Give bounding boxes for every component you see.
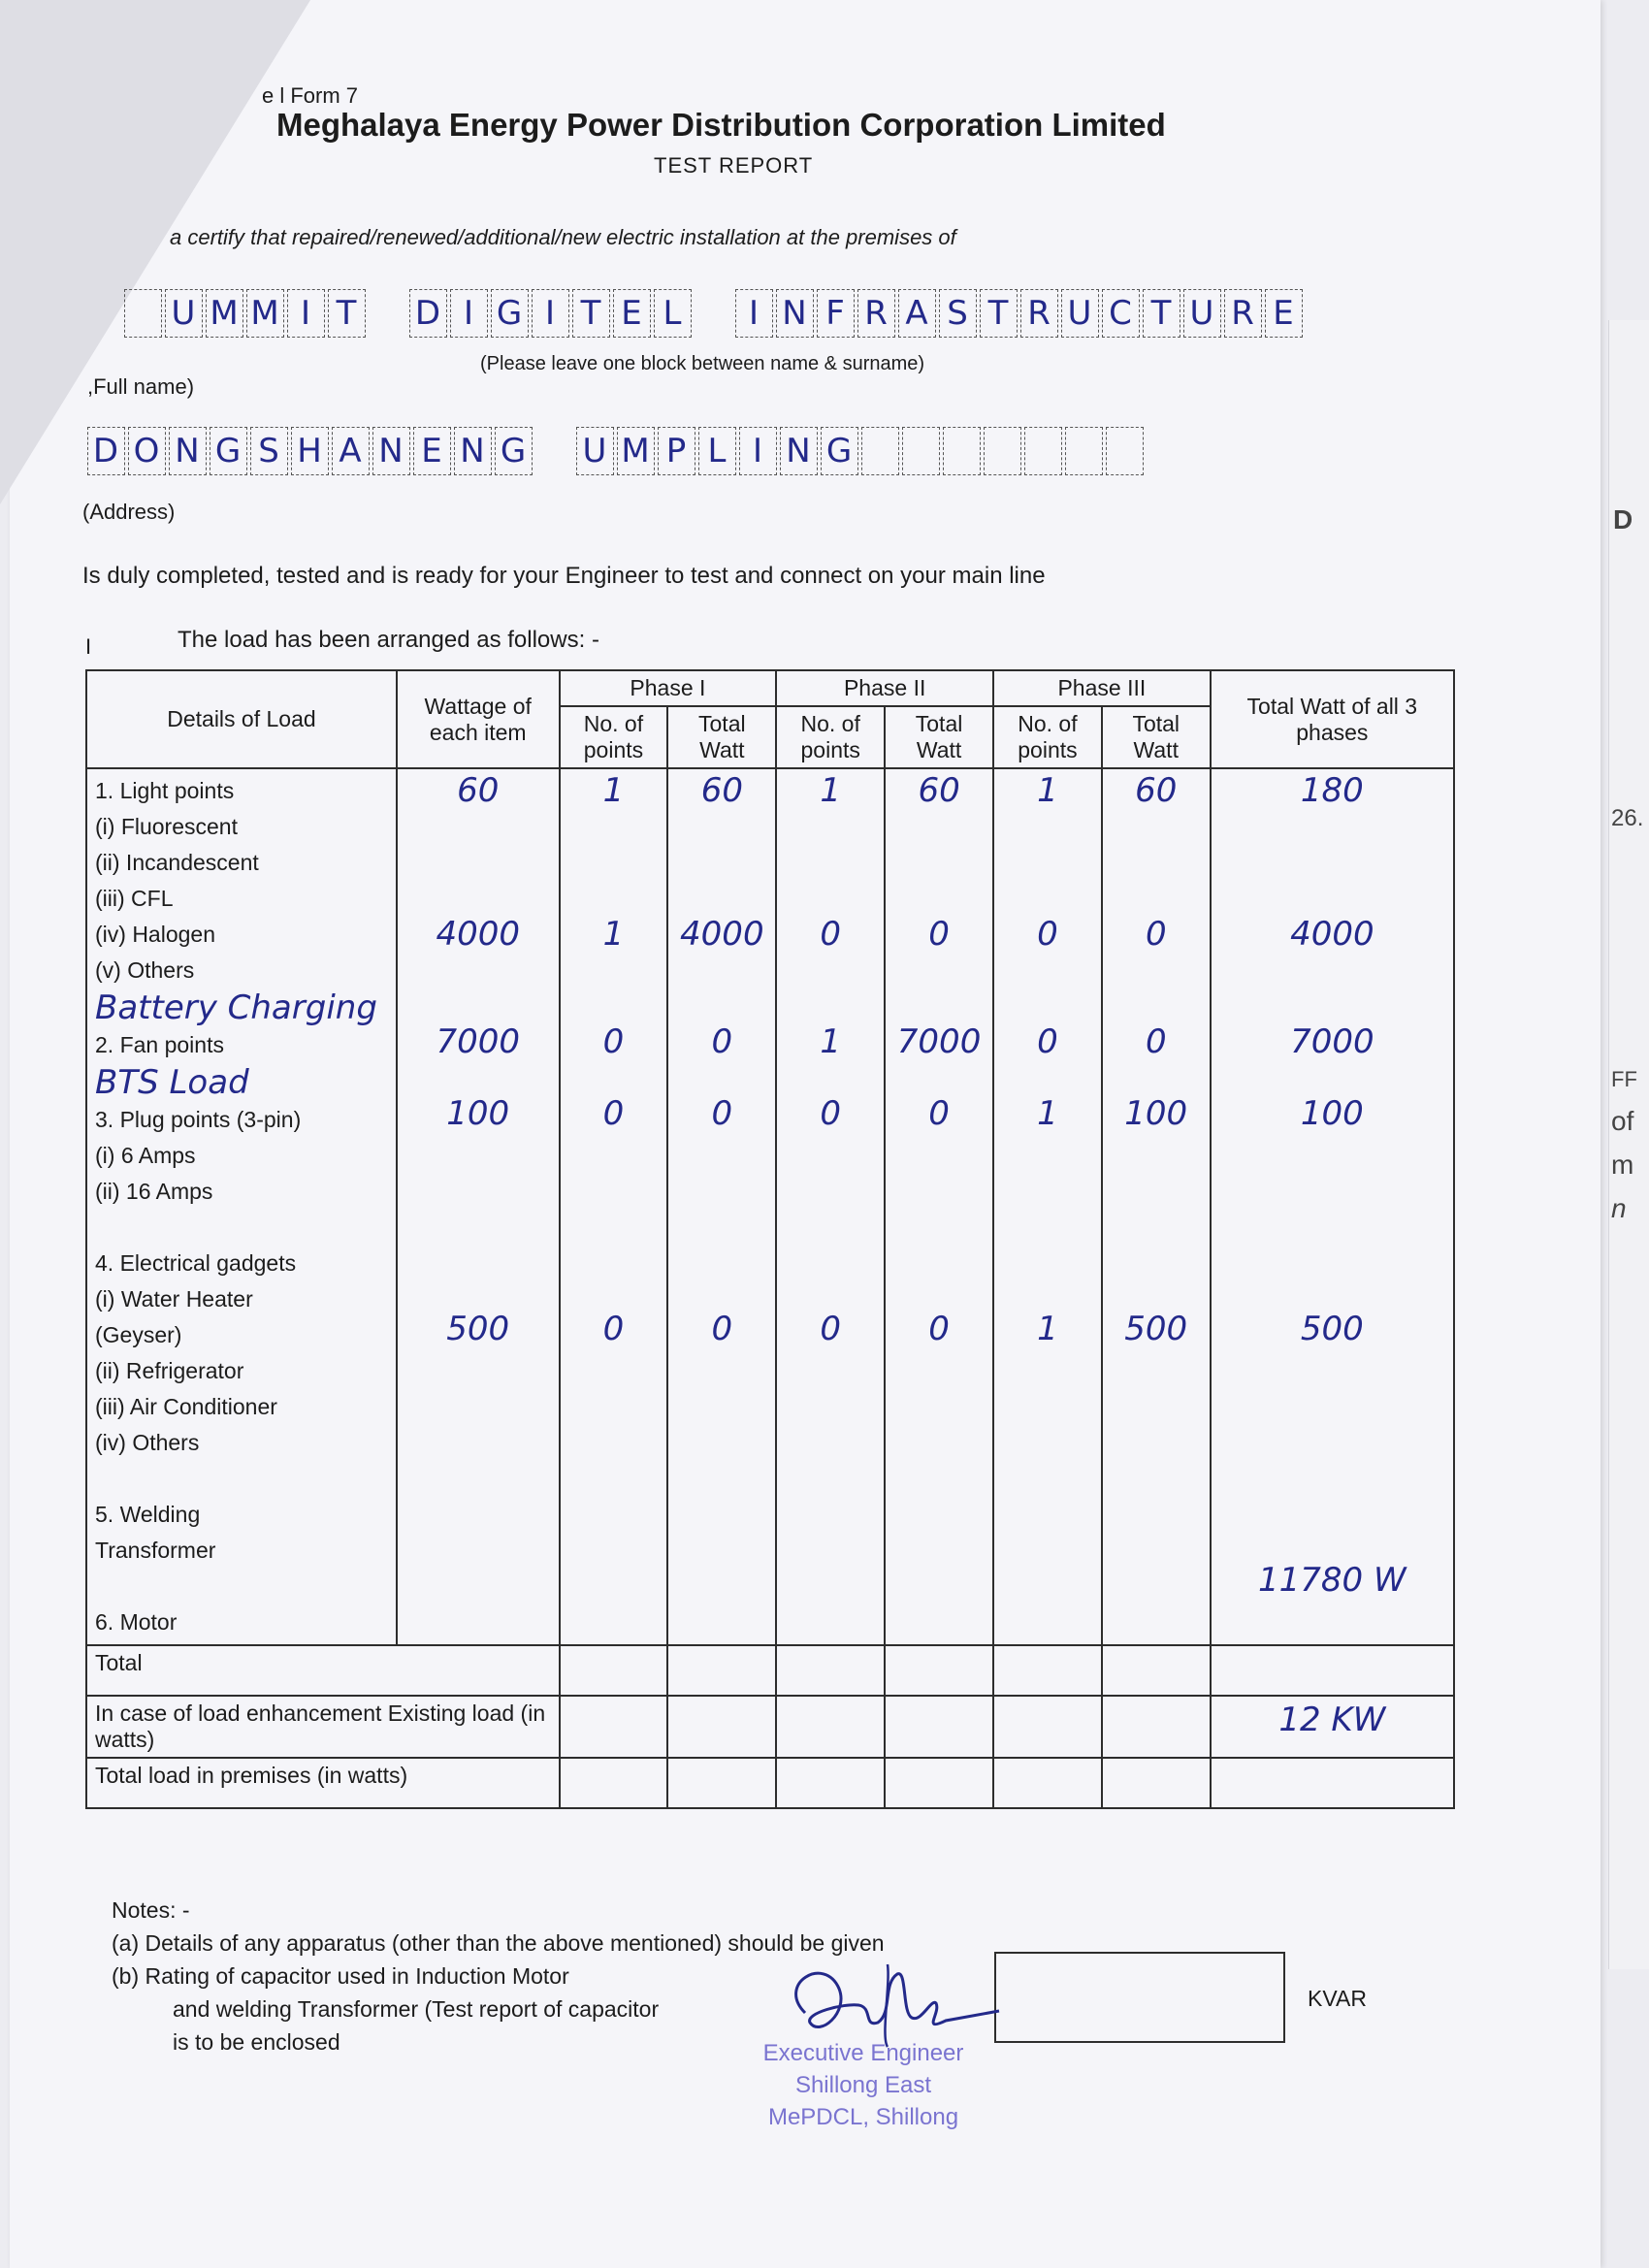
spacer [1219,1347,1445,1383]
load-detail-line: (ii) 16 Amps [95,1179,213,1204]
spacer [1111,809,1202,845]
address-char-box[interactable]: E [413,427,451,475]
spacer [893,1276,985,1312]
total-cell[interactable] [993,1645,1102,1696]
load-detail-line: 1. Light points [95,778,235,803]
spacer [785,809,876,845]
spacer [893,809,985,845]
address-char-box[interactable]: G [495,427,533,475]
spacer [1002,1240,1093,1276]
enhancement-cell[interactable] [560,1696,668,1758]
total-cell[interactable] [776,1645,885,1696]
section-number: I [85,634,92,659]
spacer [1002,1204,1093,1240]
spacer [1219,953,1445,988]
load-value[interactable]: 1 [602,771,625,810]
spacer [676,881,767,917]
name-char-box[interactable]: E [1265,289,1303,338]
wattage-column[interactable] [397,768,560,1645]
spacer [1111,845,1202,881]
address-char-box[interactable]: P [658,427,695,475]
header-details-of-load: Details of Load [86,670,397,768]
name-char-box[interactable] [695,289,732,338]
name-char-box[interactable]: F [817,289,855,338]
name-char-box[interactable] [124,289,162,338]
note-b-line2: and welding Transformer (Test report of capacitor [173,1996,660,2022]
total-cell[interactable] [560,1645,668,1696]
spacer [568,953,660,988]
spacer [676,809,767,845]
name-char-box[interactable]: U [1061,289,1099,338]
name-char-box[interactable]: T [1143,289,1180,338]
premises-cell[interactable] [560,1758,668,1808]
phase1-watt-column[interactable] [667,768,776,1645]
load-detail-line: (iv) Others [95,1430,200,1455]
load-value[interactable]: 1 [820,771,842,810]
load-value[interactable]: 0 [602,1094,625,1133]
name-char-box[interactable]: I [735,289,773,338]
spacer [1219,1491,1445,1527]
spacer [568,881,660,917]
spacer [1219,1276,1445,1312]
load-value[interactable]: 0 [928,915,950,954]
spacer [1219,881,1445,917]
spacer [405,1276,551,1312]
load-detail-line: (i) Fluorescent [95,814,238,839]
kvar-input-box[interactable] [994,1952,1285,2043]
spacer [1002,988,1093,1024]
load-detail-line: (Geyser) [95,1322,182,1347]
load-value[interactable]: 60 [918,771,960,810]
spacer [405,1204,551,1240]
load-value[interactable]: 100 [1300,1094,1364,1133]
name-char-box[interactable]: T [328,289,366,338]
load-detail-line: (ii) Incandescent [95,850,259,875]
spacer [1219,1527,1445,1563]
load-value[interactable]: 0 [820,1094,842,1133]
spacer [1002,809,1093,845]
name-char-box[interactable]: M [246,289,284,338]
name-char-box[interactable]: N [776,289,814,338]
name-char-box[interactable]: R [1020,289,1058,338]
address-char-box[interactable]: D [87,427,125,475]
phase1-points-column[interactable] [560,768,668,1645]
spacer [1002,1276,1093,1312]
load-value[interactable]: 500 [446,1310,510,1348]
name-char-box[interactable]: D [409,289,447,338]
load-details-column [86,768,397,1645]
spacer [893,1060,985,1096]
header-p3-points: No. of points [993,706,1102,768]
header-total-all-phases: Total Watt of all 3 phases [1211,670,1454,768]
spacer [1111,1060,1202,1096]
spacer [1219,1240,1445,1276]
name-char-box[interactable]: L [654,289,692,338]
load-value[interactable]: 0 [711,1094,733,1133]
load-value[interactable]: 60 [1135,771,1178,810]
corporation-name: Meghalaya Energy Power Distribution Corporation Limited [276,107,1166,143]
enhancement-cell[interactable] [776,1696,885,1758]
spacer [1111,1240,1202,1276]
load-detail-line: 2. Fan points [95,1032,224,1057]
spacer [1111,881,1202,917]
address-char-box[interactable] [535,427,573,475]
address-char-box[interactable]: S [250,427,288,475]
load-table [85,669,1455,1809]
spacer [1111,1276,1202,1312]
enhancement-row [86,1696,1454,1758]
name-char-box[interactable]: G [491,289,529,338]
load-value[interactable]: 0 [820,1310,842,1348]
load-detail-line: (iii) CFL [95,886,174,911]
edge-mark: of [1611,1106,1634,1136]
name-char-box[interactable]: I [287,289,325,338]
name-char-box[interactable]: R [1224,289,1262,338]
load-value[interactable]: 180 [1300,771,1364,810]
phase2-watt-column[interactable] [885,768,993,1645]
address-char-box[interactable]: L [698,427,736,475]
load-value[interactable]: 4000 [680,915,764,954]
spacer [405,845,551,881]
spacer [405,1060,551,1096]
spacer [568,1276,660,1312]
spacer [568,1204,660,1240]
load-detail-line: (ii) Refrigerator [95,1358,244,1383]
spacer [568,1240,660,1276]
address-char-box[interactable]: N [780,427,818,475]
official-stamp [737,2037,989,2133]
address-char-box[interactable]: N [454,427,492,475]
spacer [676,953,767,988]
load-body-row [86,768,1454,1645]
name-char-box[interactable]: I [532,289,569,338]
spacer [1111,1168,1202,1204]
name-instruction: (Please leave one block between name & surname) [480,353,925,374]
load-detail-line [95,1461,388,1497]
spacer [405,953,551,988]
enhancement-total[interactable]: 12 KW [1211,1696,1454,1758]
edge-mark: n [1611,1193,1627,1223]
spacer [676,1204,767,1240]
load-value[interactable]: 0 [1037,915,1058,954]
spacer [785,845,876,881]
premises-cell[interactable] [885,1758,993,1808]
header-phase-1: Phase I [560,670,777,706]
spacer [1002,1168,1093,1204]
load-value[interactable]: 0 [1145,1022,1167,1061]
address-char-box[interactable]: A [332,427,370,475]
spacer [785,1276,876,1312]
spacer [405,988,551,1024]
spacer [1219,1060,1445,1096]
address-char-box[interactable] [943,427,981,475]
load-detail-line: 3. Plug points (3-pin) [95,1107,302,1132]
edge-mark: D [1613,504,1633,535]
edge-mark: m [1611,1150,1634,1180]
load-detail-line: Battery Charging [95,988,377,1027]
name-char-box[interactable]: U [165,289,203,338]
total-cell[interactable] [885,1645,993,1696]
load-detail-line [95,1210,388,1246]
premises-cell[interactable] [667,1758,776,1808]
spacer [1002,953,1093,988]
header-p3-watt: Total Watt [1102,706,1211,768]
notes-heading: Notes: - [112,1897,190,1923]
address-char-box[interactable] [1106,427,1144,475]
header-p2-points: No. of points [776,706,885,768]
spacer [785,881,876,917]
full-name-label: ,Full name) [87,374,195,399]
name-char-box[interactable]: M [206,289,243,338]
name-char-box[interactable]: S [939,289,977,338]
load-detail-line: (iii) Air Conditioner [95,1394,277,1419]
load-value[interactable]: 0 [602,1310,625,1348]
spacer [568,809,660,845]
load-detail-line: BTS Load [95,1063,249,1102]
spacer [1002,881,1093,917]
spacer [1219,845,1445,881]
load-value[interactable]: 1 [602,915,625,954]
kvar-unit-label: KVAR [1308,1986,1367,2011]
name-char-box[interactable]: E [613,289,651,338]
header-phase-2: Phase II [776,670,993,706]
load-detail-line: 4. Electrical gadgets [95,1250,297,1276]
phase2-points-column[interactable] [776,768,885,1645]
total-cell[interactable] [1211,1645,1454,1696]
load-value[interactable]: 1 [820,1022,842,1061]
load-value[interactable]: 100 [446,1094,510,1133]
load-value[interactable]: 0 [711,1022,733,1061]
load-detail-line: 6. Motor [95,1609,178,1635]
address-char-box[interactable]: G [210,427,247,475]
load-value[interactable]: 0 [820,915,842,954]
spacer [405,1240,551,1276]
name-char-box[interactable]: T [980,289,1018,338]
spacer [1219,809,1445,845]
header-phase-3: Phase III [993,670,1211,706]
load-arrangement-intro: The load has been arranged as follows: - [178,627,599,653]
note-a: (a) Details of any apparatus (other than the above mentioned) should be given [112,1930,885,1956]
spacer [785,988,876,1024]
header-p2-watt: Total Watt [885,706,993,768]
address-char-box[interactable]: O [128,427,166,475]
spacer [405,1168,551,1204]
spacer [676,988,767,1024]
address-char-box[interactable]: H [291,427,329,475]
premises-cell[interactable] [993,1758,1102,1808]
spacer [785,1060,876,1096]
premises-cell[interactable] [1102,1758,1211,1808]
completion-statement: Is duly completed, tested and is ready for your Engineer to test and connect on your main line [82,563,1046,589]
full-name-boxes[interactable] [124,289,1306,338]
enhancement-label: In case of load enhancement Existing load (in watts) [86,1696,560,1758]
load-detail-line: (i) Water Heater [95,1286,253,1312]
spacer [676,1060,767,1096]
address-char-box[interactable] [1065,427,1103,475]
spacer [1219,1204,1445,1240]
load-value[interactable]: 60 [700,771,743,810]
premises-cell[interactable] [1211,1758,1454,1808]
spacer [1219,1168,1445,1204]
edge-mark: FF [1611,1067,1637,1091]
address-char-box[interactable]: M [617,427,655,475]
total-cell[interactable] [667,1645,776,1696]
motor-total-value[interactable]: 11780 W [1258,1561,1406,1600]
spacer [676,1132,767,1168]
load-value[interactable]: 0 [1145,915,1167,954]
spacer [676,845,767,881]
load-value[interactable]: 0 [928,1094,950,1133]
address-char-box[interactable]: N [169,427,207,475]
spacer [785,1168,876,1204]
name-char-box[interactable]: R [857,289,895,338]
spacer [785,1132,876,1168]
spacer [1219,1383,1445,1419]
load-value[interactable]: 0 [1037,1022,1058,1061]
spacer [893,1168,985,1204]
enhancement-cell[interactable] [885,1696,993,1758]
enhancement-cell[interactable] [1102,1696,1211,1758]
signature [766,1945,1018,2052]
load-value[interactable]: 0 [711,1310,733,1348]
spacer [893,881,985,917]
note-b-line1: (b) Rating of capacitor used in Induction Motor [112,1963,569,1989]
load-detail-line [95,1569,388,1604]
header-p1-points: No. of points [560,706,668,768]
total-cell[interactable] [1102,1645,1211,1696]
report-title: TEST REPORT [654,153,814,178]
spacer [676,1168,767,1204]
load-detail-line: Transformer [95,1538,216,1563]
spacer [568,1060,660,1096]
spacer [1219,1455,1445,1491]
note-b-line3: is to be enclosed [173,2029,340,2055]
load-value[interactable]: 1 [1037,771,1058,810]
load-value[interactable]: 4000 [1290,915,1374,954]
spacer [1002,1060,1093,1096]
address-char-box[interactable]: N [372,427,410,475]
spacer [676,1240,767,1276]
spacer [1219,988,1445,1024]
spacer [785,1204,876,1240]
spacer [1002,845,1093,881]
name-char-box[interactable] [369,289,406,338]
address-char-box[interactable]: G [821,427,858,475]
spacer [893,1132,985,1168]
address-char-box[interactable] [861,427,899,475]
premises-cell[interactable] [776,1758,885,1808]
spacer [785,1240,876,1276]
enhancement-cell[interactable] [667,1696,776,1758]
phase3-watt-column[interactable] [1102,768,1211,1645]
spacer [568,845,660,881]
address-label: (Address) [82,500,176,524]
spacer [893,1204,985,1240]
name-char-box[interactable]: I [450,289,488,338]
adjacent-page-edge [1608,320,1649,1969]
spacer [568,1132,660,1168]
header-p1-watt: Total Watt [667,706,776,768]
spacer [1219,1132,1445,1168]
load-value[interactable]: 100 [1124,1094,1188,1133]
load-detail-line: (iv) Halogen [95,922,215,947]
phase3-points-column[interactable] [993,768,1102,1645]
spacer [1111,988,1202,1024]
spacer [893,1240,985,1276]
load-value[interactable]: 0 [602,1022,625,1061]
spacer [568,1168,660,1204]
header-wattage: Wattage of each item [397,670,560,768]
total-label: Total [86,1645,560,1696]
total-all-phases-column[interactable] [1211,768,1454,1645]
name-char-box[interactable]: A [898,289,936,338]
load-value[interactable]: 500 [1124,1310,1188,1348]
premises-label: Total load in premises (in watts) [86,1758,560,1808]
load-detail-line: (i) 6 Amps [95,1143,196,1168]
stamp-line-3: MePDCL, Shillong [767,2104,959,2130]
spacer [893,988,985,1024]
spacer [785,953,876,988]
form-number: e l Form 7 [262,83,359,108]
load-value[interactable]: 4000 [436,915,520,954]
address-boxes[interactable] [87,427,1147,475]
spacer [405,809,551,845]
address-char-box[interactable] [902,427,940,475]
load-detail-line: (v) Others [95,957,195,983]
name-char-box[interactable]: C [1102,289,1140,338]
load-value[interactable]: 60 [457,771,500,810]
address-char-box[interactable] [1024,427,1062,475]
load-value[interactable]: 1 [1037,1310,1058,1348]
address-char-box[interactable]: U [576,427,614,475]
stamp-line-1: Executive Engineer [762,2040,964,2066]
spacer [405,1132,551,1168]
load-value[interactable]: 7000 [436,1022,520,1061]
load-detail-line: 5. Welding [95,1502,201,1527]
spacer [676,1276,767,1312]
load-value[interactable]: 1 [1037,1094,1058,1133]
load-value[interactable]: 7000 [896,1022,982,1061]
name-char-box[interactable]: U [1183,289,1221,338]
stamp-line-2: Shillong East [794,2072,932,2098]
load-value[interactable]: 7000 [1290,1022,1374,1061]
address-char-box[interactable]: I [739,427,777,475]
spacer [893,845,985,881]
enhancement-cell[interactable] [993,1696,1102,1758]
total-row [86,1645,1454,1696]
spacer [405,881,551,917]
spacer [1219,1419,1445,1455]
spacer [1111,1204,1202,1240]
certify-statement: a certify that repaired/renewed/additional/new electric installation at the premises of [170,225,956,249]
name-char-box[interactable]: T [572,289,610,338]
spacer [1002,1132,1093,1168]
spacer [1111,1132,1202,1168]
spacer [1111,953,1202,988]
address-char-box[interactable] [984,427,1021,475]
load-value[interactable]: 500 [1300,1310,1364,1348]
premises-row [86,1758,1454,1808]
spacer [568,988,660,1024]
edge-mark: 26. [1611,805,1644,831]
spacer [893,953,985,988]
load-value[interactable]: 0 [928,1310,950,1348]
